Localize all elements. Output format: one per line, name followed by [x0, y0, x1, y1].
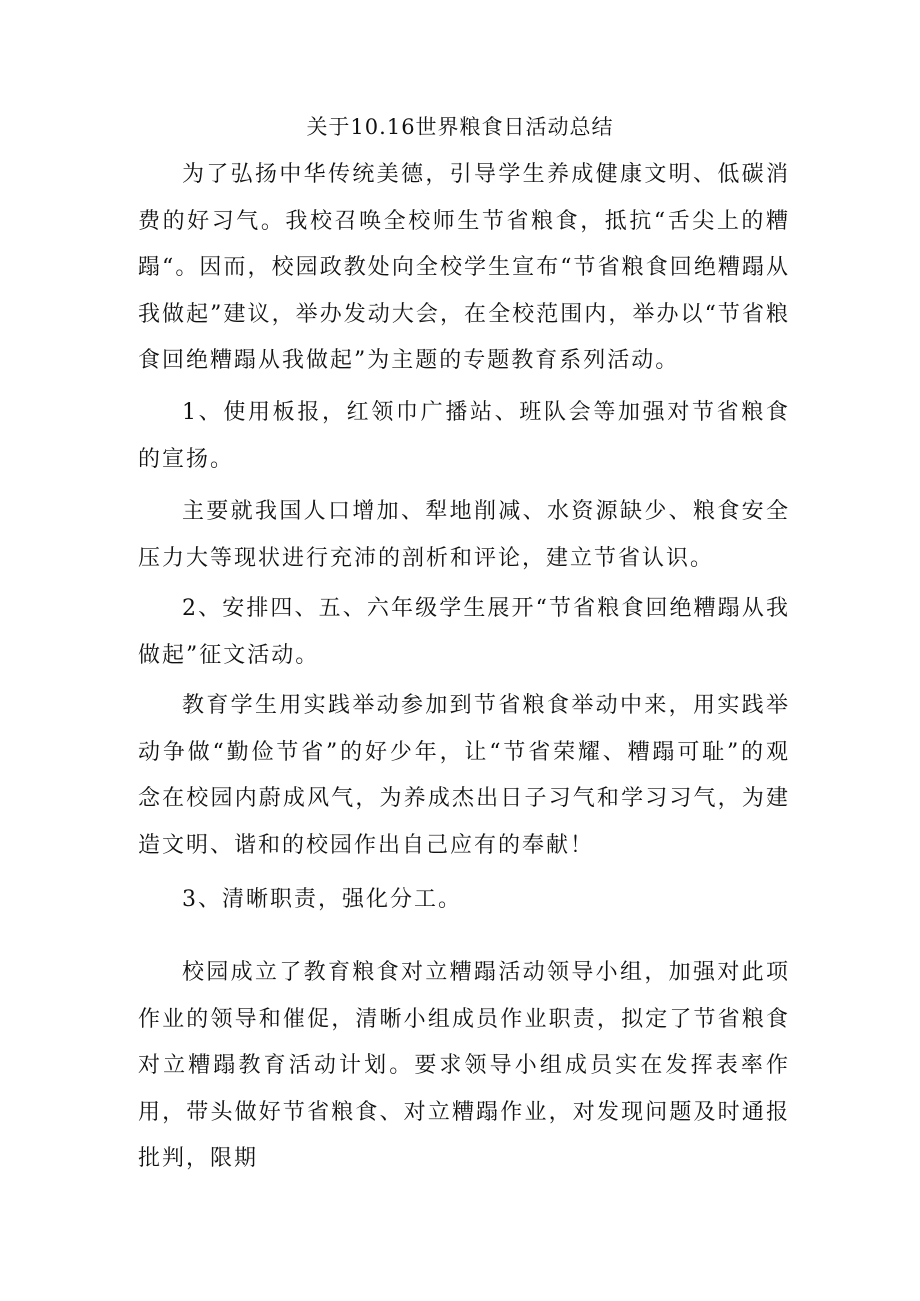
- paragraph-item-3: 3、清晰职责，强化分工。: [182, 887, 462, 912]
- paragraph-item-2: 2、安排四、五、六年级学生展开“节省粮食回绝糟蹋从我做起”征文活动。: [138, 596, 790, 668]
- paragraph-intro: 为了弘扬中华传统美德，引导学生养成健康文明、低碳消费的好习气。我校召唤全校师生节省粮食，抵抗“舌尖上的糟蹋“。因而，校园政教处向全校学生宣布“节省粮食回绝糟蹋从我做起”建议，举办发动大会，在全校范围内，举办以“节省粮食回绝糟蹋从我做起”为主题的专题教育系列活动。: [138, 162, 790, 373]
- paragraph-item-2-detail: 教育学生用实践举动参加到节省粮食举动中来，用实践举动争做“勤俭节省”的好少年，让“节省荣耀、糟蹋可耻”的观念在校园内蔚成风气，为养成杰出日子习气和学习习气，为建造文明、谐和的校园作出自己应有的奉献！: [138, 693, 790, 858]
- paragraph-item-1-detail: 主要就我国人口增加、犁地削减、水资源缺少、粮食安全压力大等现状进行充沛的剖析和评论，建立节省认识。: [138, 499, 790, 571]
- document-title: 关于10.16世界粮食日活动总结: [306, 115, 614, 139]
- paragraph-item-3-detail: 校园成立了教育粮食对立糟蹋活动领导小组，加强对此项作业的领导和催促，清晰小组成员作业职责，拟定了节省粮食对立糟蹋教育活动计划。要求领导小组成员实在发挥表率作用，带头做好节省粮食、对立糟蹋作业，对发现问题及时通报批判，限期: [138, 960, 790, 1171]
- paragraph-item-1: 1、使用板报，红领巾广播站、班队会等加强对节省粮食的宣扬。: [138, 400, 790, 472]
